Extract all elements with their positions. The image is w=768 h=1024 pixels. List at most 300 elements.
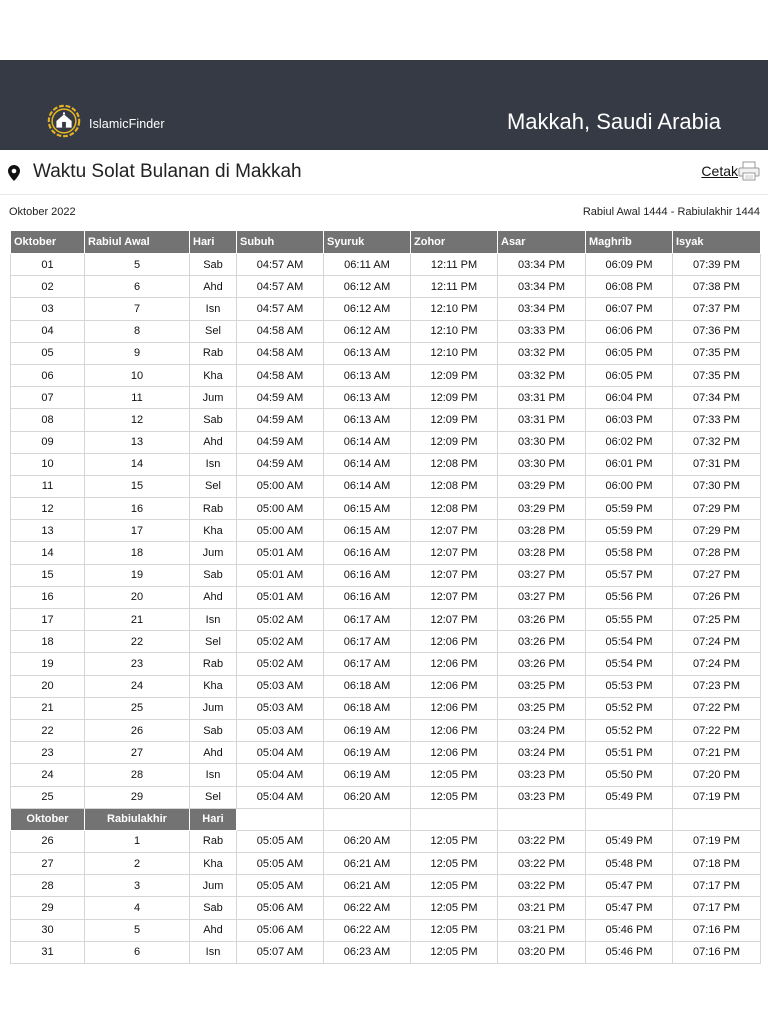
table-cell: 06:06 PM bbox=[586, 320, 673, 342]
table-cell: Jum bbox=[190, 697, 237, 719]
table-cell: 03:22 PM bbox=[498, 853, 586, 875]
table-cell: 12:06 PM bbox=[411, 631, 498, 653]
empty-cell bbox=[324, 808, 411, 830]
table-cell: 30 bbox=[11, 919, 85, 941]
table-cell: 06:17 AM bbox=[324, 609, 411, 631]
table-cell: 19 bbox=[85, 564, 190, 586]
table-cell: 18 bbox=[85, 542, 190, 564]
table-cell: 05:02 AM bbox=[237, 653, 324, 675]
table-cell: 26 bbox=[11, 830, 85, 852]
table-cell: 12:05 PM bbox=[411, 830, 498, 852]
table-cell: 06:20 AM bbox=[324, 830, 411, 852]
table-cell: 12:05 PM bbox=[411, 764, 498, 786]
table-cell: Sel bbox=[190, 786, 237, 808]
table-cell: 6 bbox=[85, 276, 190, 298]
table-cell: 05:04 AM bbox=[237, 764, 324, 786]
table-cell: 12:10 PM bbox=[411, 320, 498, 342]
table-cell: 07:24 PM bbox=[673, 653, 761, 675]
table-row bbox=[11, 453, 761, 475]
table-row bbox=[11, 475, 761, 497]
table-cell: 07:37 PM bbox=[673, 298, 761, 320]
table-cell: 07 bbox=[11, 387, 85, 409]
table-cell: 12:06 PM bbox=[411, 742, 498, 764]
table-cell: 1 bbox=[85, 830, 190, 852]
table-row bbox=[11, 387, 761, 409]
table-cell: 07:30 PM bbox=[673, 475, 761, 497]
table-cell: 06:14 AM bbox=[324, 453, 411, 475]
table-cell: 03:27 PM bbox=[498, 564, 586, 586]
table-cell: 06:12 AM bbox=[324, 298, 411, 320]
table-cell: 07:29 PM bbox=[673, 498, 761, 520]
table-cell: 31 bbox=[11, 941, 85, 963]
table-cell: 07:19 PM bbox=[673, 830, 761, 852]
table-cell: 12:08 PM bbox=[411, 453, 498, 475]
table-cell: 22 bbox=[85, 631, 190, 653]
table-cell: 07:27 PM bbox=[673, 564, 761, 586]
table-cell: 02 bbox=[11, 276, 85, 298]
table-cell: Ahd bbox=[190, 276, 237, 298]
table-cell: 05:46 PM bbox=[586, 919, 673, 941]
table-cell: 07:25 PM bbox=[673, 609, 761, 631]
table-row bbox=[11, 742, 761, 764]
table-cell: 07:35 PM bbox=[673, 342, 761, 364]
table-cell: 14 bbox=[11, 542, 85, 564]
table-cell: 20 bbox=[11, 675, 85, 697]
table-cell: 07:20 PM bbox=[673, 764, 761, 786]
table-cell: 03:21 PM bbox=[498, 897, 586, 919]
table-cell: 05:01 AM bbox=[237, 586, 324, 608]
empty-cell bbox=[237, 808, 324, 830]
table-cell: 28 bbox=[85, 764, 190, 786]
table-cell: 6 bbox=[85, 941, 190, 963]
table-cell: 12:07 PM bbox=[411, 564, 498, 586]
table-cell: 12:09 PM bbox=[411, 431, 498, 453]
table-cell: 05:46 PM bbox=[586, 941, 673, 963]
table-cell: 06:05 PM bbox=[586, 364, 673, 386]
table-cell: 06:11 AM bbox=[324, 254, 411, 276]
table-cell: 12:05 PM bbox=[411, 853, 498, 875]
table-cell: 05:07 AM bbox=[237, 941, 324, 963]
table-cell: 06:14 AM bbox=[324, 431, 411, 453]
table-row bbox=[11, 786, 761, 808]
table-row bbox=[11, 719, 761, 741]
table-row bbox=[11, 919, 761, 941]
table-cell: 04:58 AM bbox=[237, 364, 324, 386]
table-cell: 12:06 PM bbox=[411, 675, 498, 697]
table-cell: 03:20 PM bbox=[498, 941, 586, 963]
table-cell: 03:27 PM bbox=[498, 586, 586, 608]
brand-name[interactable]: IslamicFinder bbox=[89, 117, 165, 131]
table-cell: 05:06 AM bbox=[237, 919, 324, 941]
table-cell: 03:28 PM bbox=[498, 542, 586, 564]
table-cell: 25 bbox=[11, 786, 85, 808]
table-cell: 05:59 PM bbox=[586, 498, 673, 520]
table-cell: 28 bbox=[11, 875, 85, 897]
table-cell: 01 bbox=[11, 254, 85, 276]
column-header: Maghrib bbox=[586, 231, 673, 254]
table-cell: 03:33 PM bbox=[498, 320, 586, 342]
table-cell: 12 bbox=[85, 409, 190, 431]
table-cell: 07:16 PM bbox=[673, 941, 761, 963]
table-cell: 05:54 PM bbox=[586, 631, 673, 653]
table-cell: 12:08 PM bbox=[411, 475, 498, 497]
column-header: Hari bbox=[190, 231, 237, 254]
table-cell: 06:09 PM bbox=[586, 254, 673, 276]
table-cell: 03:24 PM bbox=[498, 742, 586, 764]
table-cell: 15 bbox=[11, 564, 85, 586]
table-cell: 07:26 PM bbox=[673, 586, 761, 608]
table-cell: 06:13 AM bbox=[324, 342, 411, 364]
table-cell: 21 bbox=[11, 697, 85, 719]
page-title: Waktu Solat Bulanan di Makkah bbox=[33, 161, 302, 182]
table-cell: 04:59 AM bbox=[237, 431, 324, 453]
table-cell: 07:35 PM bbox=[673, 364, 761, 386]
table-cell: 06:13 AM bbox=[324, 387, 411, 409]
table-cell: Sab bbox=[190, 254, 237, 276]
table-cell: 05:50 PM bbox=[586, 764, 673, 786]
table-cell: 11 bbox=[11, 475, 85, 497]
table-cell: 03:26 PM bbox=[498, 631, 586, 653]
table-cell: 06:19 AM bbox=[324, 719, 411, 741]
table-cell: Isn bbox=[190, 298, 237, 320]
table-cell: 21 bbox=[85, 609, 190, 631]
table-cell: 12:05 PM bbox=[411, 786, 498, 808]
table-cell: 06:07 PM bbox=[586, 298, 673, 320]
table-cell: 05:05 AM bbox=[237, 853, 324, 875]
table-cell: 12:07 PM bbox=[411, 542, 498, 564]
table-cell: 05 bbox=[11, 342, 85, 364]
table-row bbox=[11, 697, 761, 719]
table-cell: Sab bbox=[190, 409, 237, 431]
column-header: Syuruk bbox=[324, 231, 411, 254]
table-cell: 2 bbox=[85, 853, 190, 875]
table-cell: 8 bbox=[85, 320, 190, 342]
table-cell: 05:54 PM bbox=[586, 653, 673, 675]
table-row bbox=[11, 254, 761, 276]
column-header: Subuh bbox=[237, 231, 324, 254]
empty-cell bbox=[411, 808, 498, 830]
table-cell: 06:20 AM bbox=[324, 786, 411, 808]
table-cell: Kha bbox=[190, 364, 237, 386]
table-cell: 10 bbox=[85, 364, 190, 386]
table-row bbox=[11, 498, 761, 520]
table-cell: Ahd bbox=[190, 742, 237, 764]
table-cell: 17 bbox=[85, 520, 190, 542]
table-cell: 12:05 PM bbox=[411, 941, 498, 963]
table-cell: 04:57 AM bbox=[237, 276, 324, 298]
table-cell: Kha bbox=[190, 853, 237, 875]
table-row bbox=[11, 409, 761, 431]
table-row bbox=[11, 941, 761, 963]
table-cell: 07:31 PM bbox=[673, 453, 761, 475]
table-cell: 05:01 AM bbox=[237, 564, 324, 586]
table-cell: 06:03 PM bbox=[586, 409, 673, 431]
empty-cell bbox=[498, 808, 586, 830]
table-cell: 16 bbox=[11, 586, 85, 608]
table-cell: 04:57 AM bbox=[237, 254, 324, 276]
table-cell: 05:06 AM bbox=[237, 897, 324, 919]
table-cell: 05:02 AM bbox=[237, 609, 324, 631]
table-row bbox=[11, 364, 761, 386]
table-row bbox=[11, 586, 761, 608]
table-body bbox=[11, 254, 761, 964]
table-cell: 13 bbox=[11, 520, 85, 542]
table-cell: 03:32 PM bbox=[498, 364, 586, 386]
table-cell: 11 bbox=[85, 387, 190, 409]
table-cell: 07:22 PM bbox=[673, 697, 761, 719]
table-header bbox=[11, 231, 761, 254]
table-cell: 29 bbox=[11, 897, 85, 919]
table-cell: 27 bbox=[85, 742, 190, 764]
print-button[interactable] bbox=[701, 160, 760, 182]
table-cell: 05:56 PM bbox=[586, 586, 673, 608]
table-cell: 13 bbox=[85, 431, 190, 453]
table-cell: 12:10 PM bbox=[411, 298, 498, 320]
table-cell: 05:05 AM bbox=[237, 875, 324, 897]
table-cell: 05:58 PM bbox=[586, 542, 673, 564]
table-cell: 06:23 AM bbox=[324, 941, 411, 963]
gregorian-month-label: Oktober 2022 bbox=[9, 206, 76, 218]
table-cell: 12:05 PM bbox=[411, 919, 498, 941]
table-cell: 16 bbox=[85, 498, 190, 520]
table-cell: 12:07 PM bbox=[411, 520, 498, 542]
column-header: Zohor bbox=[411, 231, 498, 254]
prayer-times-table bbox=[10, 230, 761, 964]
table-cell: 03:31 PM bbox=[498, 409, 586, 431]
table-cell: 05:00 AM bbox=[237, 475, 324, 497]
table-cell: 03:22 PM bbox=[498, 830, 586, 852]
table-cell: 05:47 PM bbox=[586, 897, 673, 919]
table-row bbox=[11, 764, 761, 786]
table-header-row bbox=[11, 231, 761, 254]
table-cell: 22 bbox=[11, 719, 85, 741]
table-row bbox=[11, 276, 761, 298]
title-bar bbox=[0, 150, 768, 195]
table-cell: Ahd bbox=[190, 919, 237, 941]
table-cell: 06:16 AM bbox=[324, 542, 411, 564]
table-cell: 06:04 PM bbox=[586, 387, 673, 409]
table-cell: 03:21 PM bbox=[498, 919, 586, 941]
table-cell: Rab bbox=[190, 498, 237, 520]
table-cell: 05:48 PM bbox=[586, 853, 673, 875]
table-cell: 05:55 PM bbox=[586, 609, 673, 631]
table-cell: 03:31 PM bbox=[498, 387, 586, 409]
subheader-cell: Hari bbox=[190, 808, 237, 830]
table-cell: Isn bbox=[190, 453, 237, 475]
table-cell: 06:17 AM bbox=[324, 653, 411, 675]
column-header: Oktober bbox=[11, 231, 85, 254]
table-cell: 04:59 AM bbox=[237, 409, 324, 431]
table-cell: 05:49 PM bbox=[586, 786, 673, 808]
table-cell: 07:36 PM bbox=[673, 320, 761, 342]
table-row bbox=[11, 564, 761, 586]
location-pin-icon bbox=[8, 165, 20, 181]
table-cell: 27 bbox=[11, 853, 85, 875]
table-cell: 03:26 PM bbox=[498, 609, 586, 631]
table-cell: Rab bbox=[190, 653, 237, 675]
islamicfinder-logo-icon[interactable] bbox=[45, 102, 83, 140]
table-cell: 25 bbox=[85, 697, 190, 719]
table-cell: 12 bbox=[11, 498, 85, 520]
table-cell: Ahd bbox=[190, 431, 237, 453]
table-cell: 06:05 PM bbox=[586, 342, 673, 364]
table-cell: 12:05 PM bbox=[411, 897, 498, 919]
table-cell: 07:33 PM bbox=[673, 409, 761, 431]
table-cell: 26 bbox=[85, 719, 190, 741]
table-row bbox=[11, 520, 761, 542]
table-cell: 06:00 PM bbox=[586, 475, 673, 497]
table-cell: 03:25 PM bbox=[498, 675, 586, 697]
table-cell: 06:15 AM bbox=[324, 498, 411, 520]
table-cell: 06:18 AM bbox=[324, 697, 411, 719]
table-cell: 06:17 AM bbox=[324, 631, 411, 653]
table-cell: 05:51 PM bbox=[586, 742, 673, 764]
table-cell: 07:19 PM bbox=[673, 786, 761, 808]
table-cell: 03:24 PM bbox=[498, 719, 586, 741]
table-cell: 07:17 PM bbox=[673, 875, 761, 897]
table-cell: 07:23 PM bbox=[673, 675, 761, 697]
table-cell: 03:23 PM bbox=[498, 786, 586, 808]
table-cell: 05:57 PM bbox=[586, 564, 673, 586]
table-row bbox=[11, 542, 761, 564]
table-cell: 12:05 PM bbox=[411, 875, 498, 897]
table-cell: 06:13 AM bbox=[324, 364, 411, 386]
table-cell: 3 bbox=[85, 875, 190, 897]
table-cell: 05:02 AM bbox=[237, 631, 324, 653]
table-cell: 05:52 PM bbox=[586, 719, 673, 741]
table-cell: 12:09 PM bbox=[411, 364, 498, 386]
subheader-cell: Rabiulakhir bbox=[85, 808, 190, 830]
table-cell: 03:34 PM bbox=[498, 276, 586, 298]
empty-cell bbox=[673, 808, 761, 830]
table-row bbox=[11, 653, 761, 675]
table-cell: 05:59 PM bbox=[586, 520, 673, 542]
table-cell: 06:21 AM bbox=[324, 875, 411, 897]
table-cell: 06:14 AM bbox=[324, 475, 411, 497]
table-cell: 06:13 AM bbox=[324, 409, 411, 431]
print-label[interactable]: Cetak bbox=[701, 163, 738, 179]
table-cell: Sel bbox=[190, 631, 237, 653]
table-row bbox=[11, 675, 761, 697]
table-row bbox=[11, 342, 761, 364]
printer-icon[interactable] bbox=[738, 161, 760, 181]
table-cell: Jum bbox=[190, 875, 237, 897]
table-cell: 05:00 AM bbox=[237, 520, 324, 542]
table-cell: 03:34 PM bbox=[498, 298, 586, 320]
table-cell: 05:05 AM bbox=[237, 830, 324, 852]
table-cell: 04:59 AM bbox=[237, 387, 324, 409]
table-cell: 06:22 AM bbox=[324, 919, 411, 941]
table-cell: 07:16 PM bbox=[673, 919, 761, 941]
table-cell: 12:06 PM bbox=[411, 653, 498, 675]
table-cell: 04:57 AM bbox=[237, 298, 324, 320]
table-cell: 03:28 PM bbox=[498, 520, 586, 542]
table-cell: Rab bbox=[190, 342, 237, 364]
table-cell: 12:09 PM bbox=[411, 387, 498, 409]
table-cell: 05:49 PM bbox=[586, 830, 673, 852]
table-cell: 06:21 AM bbox=[324, 853, 411, 875]
table-cell: Kha bbox=[190, 520, 237, 542]
empty-cell bbox=[586, 808, 673, 830]
table-cell: 04:58 AM bbox=[237, 342, 324, 364]
table-cell: 10 bbox=[11, 453, 85, 475]
table-cell: 7 bbox=[85, 298, 190, 320]
table-cell: 07:17 PM bbox=[673, 897, 761, 919]
table-cell: 08 bbox=[11, 409, 85, 431]
table-cell: 12:07 PM bbox=[411, 609, 498, 631]
table-cell: 14 bbox=[85, 453, 190, 475]
table-cell: 12:11 PM bbox=[411, 254, 498, 276]
table-cell: 12:06 PM bbox=[411, 697, 498, 719]
table-cell: 07:32 PM bbox=[673, 431, 761, 453]
table-cell: 05:01 AM bbox=[237, 542, 324, 564]
table-cell: 05:47 PM bbox=[586, 875, 673, 897]
month-subheader-row bbox=[11, 808, 761, 830]
table-cell: 05:53 PM bbox=[586, 675, 673, 697]
hijri-month-label: Rabiul Awal 1444 - Rabiulakhir 1444 bbox=[582, 206, 760, 218]
table-cell: Sel bbox=[190, 320, 237, 342]
table-cell: 03:34 PM bbox=[498, 254, 586, 276]
table-cell: 17 bbox=[11, 609, 85, 631]
table-cell: 06:02 PM bbox=[586, 431, 673, 453]
table-cell: 06:08 PM bbox=[586, 276, 673, 298]
table-cell: 07:22 PM bbox=[673, 719, 761, 741]
table-cell: 03 bbox=[11, 298, 85, 320]
table-cell: 18 bbox=[11, 631, 85, 653]
table-row bbox=[11, 609, 761, 631]
table-cell: 05:04 AM bbox=[237, 786, 324, 808]
table-cell: 07:28 PM bbox=[673, 542, 761, 564]
table-cell: Rab bbox=[190, 830, 237, 852]
table-cell: Ahd bbox=[190, 586, 237, 608]
table-cell: Isn bbox=[190, 764, 237, 786]
table-row bbox=[11, 875, 761, 897]
table-cell: 12:09 PM bbox=[411, 409, 498, 431]
table-cell: 5 bbox=[85, 919, 190, 941]
table-cell: 04:59 AM bbox=[237, 453, 324, 475]
table-row bbox=[11, 830, 761, 852]
table-cell: 07:38 PM bbox=[673, 276, 761, 298]
table-cell: 9 bbox=[85, 342, 190, 364]
table-row bbox=[11, 897, 761, 919]
table-cell: 12:10 PM bbox=[411, 342, 498, 364]
table-cell: 07:24 PM bbox=[673, 631, 761, 653]
table-cell: 24 bbox=[11, 764, 85, 786]
table-cell: 03:29 PM bbox=[498, 498, 586, 520]
table-cell: 06:12 AM bbox=[324, 320, 411, 342]
table-cell: Isn bbox=[190, 941, 237, 963]
column-header: Asar bbox=[498, 231, 586, 254]
table-cell: 5 bbox=[85, 254, 190, 276]
table-cell: 12:07 PM bbox=[411, 586, 498, 608]
table-cell: 23 bbox=[85, 653, 190, 675]
site-header bbox=[0, 60, 768, 150]
table-cell: 05:03 AM bbox=[237, 697, 324, 719]
table-cell: 12:08 PM bbox=[411, 498, 498, 520]
table-cell: 23 bbox=[11, 742, 85, 764]
table-cell: 07:39 PM bbox=[673, 254, 761, 276]
table-cell: 15 bbox=[85, 475, 190, 497]
table-cell: 04:58 AM bbox=[237, 320, 324, 342]
table-cell: 06:16 AM bbox=[324, 564, 411, 586]
table-cell: Sab bbox=[190, 897, 237, 919]
table-cell: 20 bbox=[85, 586, 190, 608]
table-cell: 03:23 PM bbox=[498, 764, 586, 786]
table-cell: 06:01 PM bbox=[586, 453, 673, 475]
table-cell: 05:04 AM bbox=[237, 742, 324, 764]
table-cell: Isn bbox=[190, 609, 237, 631]
table-cell: Sab bbox=[190, 564, 237, 586]
